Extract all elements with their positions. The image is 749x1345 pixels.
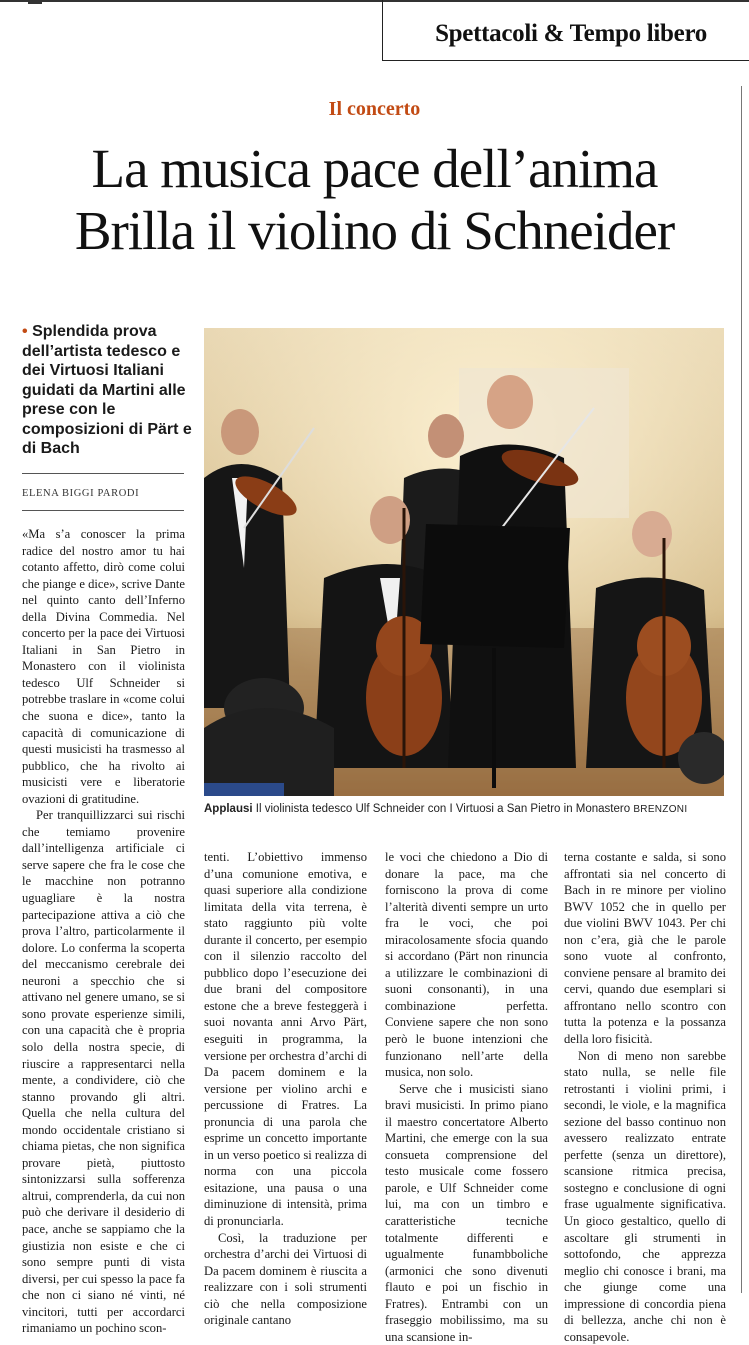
headline-line-1: La musica pace dell’anima — [91, 138, 658, 199]
summary-bullet: • — [22, 323, 28, 340]
article-column-2 — [204, 849, 367, 1329]
headline — [0, 138, 749, 262]
concert-photo — [204, 328, 724, 796]
caption-lead: Applausi — [204, 803, 253, 815]
caption-text: Il violinista tedesco Ulf Schneider con I Virtuosi a San Pietro in Monastero — [252, 803, 634, 815]
paragraph: Così, la traduzione per orchestra d’archi dei Virtuosi di Da pacem dominem è riuscita a realizzare con i soli strumenti ciò che nella composizione originale cantano — [204, 1230, 367, 1328]
article-column-3 — [385, 849, 548, 1345]
header-divider — [382, 0, 383, 60]
paragraph: «Ma s’a conoscer la prima radice del nostro amor tu hai cotanto affetto, dirò come colui che piange e dice», scrive Dante nel quinto canto dell’Inferno della Divina Commedia. Nel concerto per la pace dei Virtuosi Italiani in San Pietro in Monastero con il violinista tedesco Ulf Schneider si potrebbe traslare in «come colui che suona e dice», tanto la capacità di comunicazione di questi musicisti ha trasmesso al pubblico, che ha rivolto ai musicisti vere e liberatorie ovazioni di gratitudine. — [22, 527, 186, 806]
paragraph: Non di meno non sarebbe stato nulla, se nelle file retrostanti i violini primi, i secondi, le viole, e la magnifica sezione del basso continuo non avessero realizzato entrate perfette (senza un direttore), scansione ritmica precisa, sostegno e conclusione di ogni frase ugualmente significativa. Un gioco gestaltico, quello di ascoltare gli strumenti in sottofondo, che apprezza meglio chi conosce i brani, ma che giunge come una impressione di concordia piena di bellezza, anche chi non è consapevole. — [564, 1048, 726, 1344]
summary-text: Splendida prova dell’artista tedesco e dei Virtuosi Italiani guidati da Martini alle prese con le composizioni di Pärt e di Bach — [22, 323, 192, 457]
section-header: Spettacoli & Tempo libero — [435, 20, 707, 47]
summary — [22, 322, 192, 459]
photo-caption — [204, 803, 734, 815]
kicker: Il concerto — [328, 98, 421, 120]
byline-rule-top — [22, 473, 184, 474]
page-corner-mark — [28, 0, 42, 4]
paragraph: tenti. L’obiettivo immenso d’una comunione emotiva, e quasi superiore alla condizione limitata della vita terrena, è stato raggiunto più volte durante il concerto, per esempio con il silenzio raccolto del pubblico dopo l’esecuzione dei due brani del compositore estone che a breve festeggerà i suoi novanta anni Arvo Pärt, eseguiti in programma, la versione per orchestra d’archi di Da pacem dominem e la versione per violino archi e percussione di Fratres. La pronuncia di una parola che esprime un concetto importante in un verso poetico si realizza di norma con una piccola esitazione, una pausa o una diminuzione di intensità, prima di pronunciarla. — [204, 850, 367, 1229]
article-column-1 — [22, 526, 185, 1337]
paragraph: le voci che chiedono a Dio di donare la pace, ma che forniscono la prova di come l’alterità diventi sempre un urto fra le voci, che poi miracolosamente sfocia quando si accordano (Pärt non rinuncia a utilizzare le combinazioni di suoni consonanti), in una combinazione perfetta. Conviene sapere che non sono però le buone intenzioni che funzionano nell’arte della musica, non solo. — [385, 850, 548, 1080]
byline-rule-bottom — [22, 510, 184, 511]
headline-line-2: Brilla il violino di Schneider — [74, 200, 675, 261]
byline: ELENA BIGGI PARODI — [22, 488, 140, 499]
paragraph: Serve che i musicisti siano bravi musicisti. In primo piano il maestro concertatore Alberto Martini, che emerge con la sua consueta comprensione del testo musicale come fossero parole, e Ulf Schneider come lui, ma con un timbro e caratteristiche tecniche totalmente differenti e ugualmente funambboliche (armonici che sono divenuti flauto e poi un fischio in Fratres). Entrambi con un fraseggio mobilissimo, ma su una scansione in- — [385, 1081, 548, 1344]
header-rule — [382, 60, 749, 61]
top-rule — [0, 0, 749, 2]
article-column-4 — [564, 849, 726, 1345]
page-edge-rule — [741, 86, 742, 1293]
paragraph: terna costante e salda, si sono affrontati sia nel concerto di Bach in re minore per violino BWV 1052 che in quello per due violini BWV 1043. Per chi non c’era, già che le parole sono vuote al confronto, conviene pensare al bramito dei cervi, quando due esemplari si affrontano nello scontro con tutta la potenza e la possanza della loro fisicità. — [564, 850, 726, 1047]
paragraph: Per tranquillizzarci sui rischi che temiamo provenire dall’intelligenza artificiale ci serve sapere che fra le cose che le macchine non potranno uguagliare è la nostra partecipazione attiva a ciò che prova l’altro, particolarmente il dolore. Lo conferma la scoperta del meccanismo cerebrale dei neuroni a specchio che si attivano nel genere umano, se si sono provate esperienze simili, con una capacità che è propria solo della nostra specie, di riuscire a rappresentarci nella mente, a condividere, ciò che stanno provando gli altri. Quella che nella cultura del mondo occidentale cristiano si chiama pietas, che non significa provare pietà, piuttosto sintonizzarsi sulla sofferenza altrui, comprenderla, da cui non può che derivare il desiderio di pace, anche se sappiamo che la giustizia non esiste e che ci sono sempre punti di vista diversi, per cui spesso la pace fa che non ci siano né vinti, né vincitori, tutti per accordarci rimaniamo un pochino scon- — [22, 808, 185, 1336]
caption-credit: BRENZONI — [633, 804, 688, 815]
